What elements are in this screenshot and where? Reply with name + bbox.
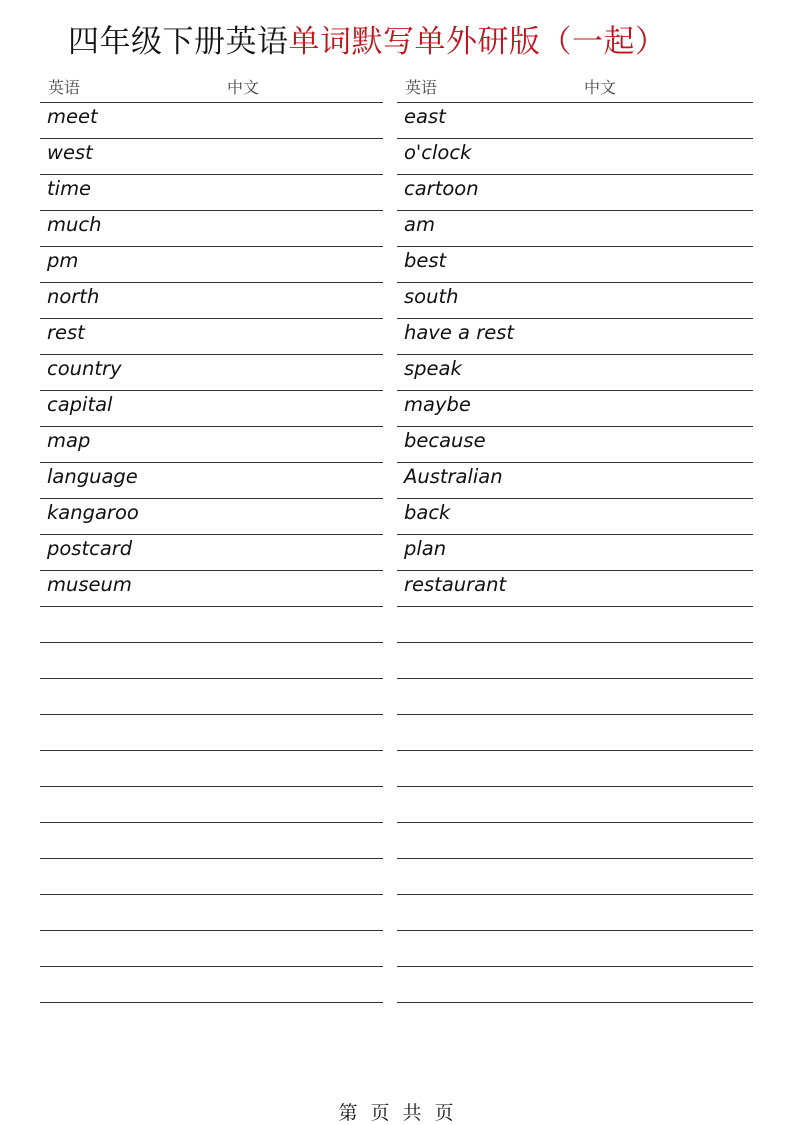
- footer-ye: 页: [370, 1102, 391, 1124]
- word-row: [40, 139, 383, 175]
- word-row: [40, 211, 383, 247]
- blank-row: [397, 787, 753, 823]
- title-subject: 单词默写单外研版（一起）: [288, 24, 667, 60]
- english-word: cartoon: [404, 177, 479, 200]
- blank-row: [40, 931, 383, 967]
- english-word: maybe: [404, 393, 471, 416]
- right-rows: [397, 103, 753, 1003]
- english-word: speak: [404, 357, 462, 380]
- word-row: [40, 427, 383, 463]
- blank-row: [397, 607, 753, 643]
- word-row: [397, 463, 753, 499]
- blank-row: [397, 679, 753, 715]
- blank-row: [40, 751, 383, 787]
- right-column: [397, 70, 753, 1003]
- word-row: [397, 355, 753, 391]
- word-row: [397, 211, 753, 247]
- word-row: [397, 175, 753, 211]
- english-word: have a rest: [404, 321, 515, 344]
- blank-row: [397, 823, 753, 859]
- blank-row: [397, 895, 753, 931]
- english-header: 英语: [405, 78, 438, 97]
- word-row: [40, 319, 383, 355]
- english-word: restaurant: [404, 573, 507, 596]
- word-row: [397, 319, 753, 355]
- page-title: [68, 18, 667, 66]
- english-word: east: [404, 105, 446, 128]
- footer-ye2: 页: [434, 1102, 455, 1124]
- word-row: [397, 391, 753, 427]
- english-word: plan: [404, 537, 447, 560]
- word-row: [40, 247, 383, 283]
- english-word: pm: [47, 249, 79, 272]
- english-word: kangaroo: [47, 501, 139, 524]
- english-word: north: [47, 285, 100, 308]
- word-row: [397, 571, 753, 607]
- blank-row: [40, 679, 383, 715]
- blank-row: [40, 643, 383, 679]
- english-word: west: [47, 141, 93, 164]
- blank-row: [397, 715, 753, 751]
- english-word: Australian: [404, 465, 503, 488]
- word-row: [40, 103, 383, 139]
- blank-row: [397, 931, 753, 967]
- word-row: [40, 463, 383, 499]
- english-word: time: [47, 177, 92, 200]
- word-row: [40, 535, 383, 571]
- footer-di: 第: [338, 1102, 359, 1124]
- word-row: [40, 391, 383, 427]
- left-rows: [40, 103, 383, 1003]
- chinese-header: 中文: [227, 78, 260, 97]
- word-row: [397, 499, 753, 535]
- blank-row: [397, 967, 753, 1003]
- word-row: [40, 355, 383, 391]
- blank-row: [397, 643, 753, 679]
- left-header: [40, 70, 383, 103]
- blank-row: [40, 967, 383, 1003]
- english-word: much: [47, 213, 102, 236]
- english-word: am: [404, 213, 435, 236]
- blank-row: [40, 607, 383, 643]
- english-word: museum: [47, 573, 132, 596]
- english-word: best: [404, 249, 447, 272]
- english-word: language: [47, 465, 138, 488]
- left-column: [40, 70, 383, 1003]
- english-word: country: [47, 357, 122, 380]
- english-header: 英语: [48, 78, 81, 97]
- word-row: [40, 571, 383, 607]
- chinese-header: 中文: [584, 78, 617, 97]
- footer-gong: 共: [402, 1102, 423, 1124]
- word-row: [397, 139, 753, 175]
- english-word: postcard: [47, 537, 133, 560]
- blank-row: [40, 823, 383, 859]
- title-grade: 四年级下册英语: [68, 24, 289, 60]
- english-word: o'clock: [404, 141, 472, 164]
- word-row: [40, 283, 383, 319]
- english-word: back: [404, 501, 451, 524]
- english-word: meet: [47, 105, 98, 128]
- blank-row: [40, 895, 383, 931]
- word-row: [397, 103, 753, 139]
- word-row: [40, 499, 383, 535]
- page-footer: [0, 1098, 793, 1125]
- english-word: because: [404, 429, 486, 452]
- right-header: [397, 70, 753, 103]
- english-word: map: [47, 429, 91, 452]
- english-word: south: [404, 285, 459, 308]
- english-word: capital: [47, 393, 113, 416]
- blank-row: [397, 859, 753, 895]
- english-word: rest: [47, 321, 85, 344]
- word-row: [397, 283, 753, 319]
- blank-row: [397, 751, 753, 787]
- word-row: [40, 175, 383, 211]
- word-row: [397, 247, 753, 283]
- blank-row: [40, 715, 383, 751]
- word-row: [397, 535, 753, 571]
- word-row: [397, 427, 753, 463]
- blank-row: [40, 787, 383, 823]
- blank-row: [40, 859, 383, 895]
